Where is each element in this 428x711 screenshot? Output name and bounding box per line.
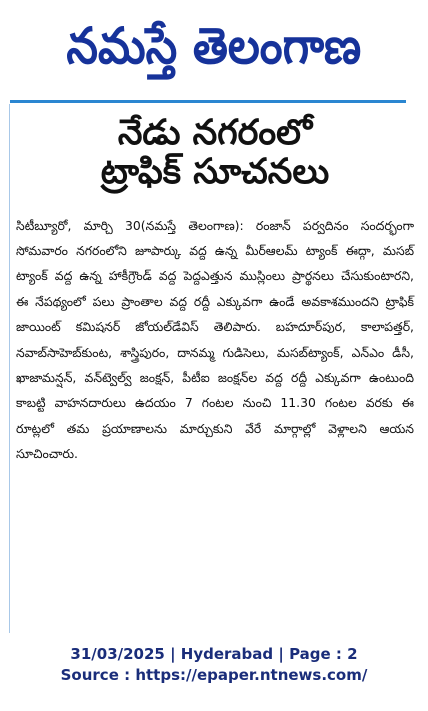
date-location-page: 31/03/2025 | Hyderabad | Page : 2 [70,645,358,663]
source-footer [0,644,428,686]
masthead-title: నమస్తే తెలంగాణ [66,17,362,75]
headline-line-2: ట్రాఫిక్ సూచనలు [100,151,330,192]
source-line: Source : https://epaper.ntnews.com/ [60,666,368,684]
article-headline [16,115,414,191]
column-rule [9,104,10,633]
headline-line-1: నేడు నగరంలో [117,113,313,153]
header-rule [10,100,406,103]
masthead [0,0,428,92]
article-body: సిటీబ్యూరో, మార్చి 30(నమస్తే తెలంగాణ): రంజాన్ పర్వదినం సందర్భంగా సోమవారం నగరంలోని జూపార్కు వద్ద ఉన్న మీర్‌ఆలమ్ ట్యాంక్ ఈద్గా, మసబ్ ట్యాంక్ వద్ద ఉన్న హాకీగ్రౌండ్ వద్ద పెద్దఎత్తున ముస్లింలు ప్రార్థనలు చేసుకుంటారని, ఈ నేపథ్యంలో పలు ప్రాంతాల వద్ద రద్దీ ఎక్కువగా ఉండే అవకాశముందని ట్రాఫిక్ జాయింట్ కమిషనర్ జోయల్‌డేవిస్ తెలిపారు. బహదూర్‌పుర, కాలాపత్తర్, నవాబ్‌సాహెబ్‌కుంట, శాస్త్రిపురం, దానమ్మ గుడిసెలు, మసబ్‌ట్యాంక్, ఎన్‌ఎం డీసీ, ఖాజామన్షన్, వన్‌ట్వెల్వ్ జంక్షన్, పీటీఐ జంక్షన్‌ల వద్ద రద్దీ ఎక్కువగా ఉంటుంది కాబట్టి వాహనదారులు ఉదయం 7 గంటల నుంచి 11.30 గంటల వరకు ఈ రూట్లలో తమ ప్రయాణాలను మార్చుకుని వేరే మార్గాల్లో వెళ్లాలని ఆయన సూచించారు. [16,217,414,462]
news-clipping [16,115,414,635]
